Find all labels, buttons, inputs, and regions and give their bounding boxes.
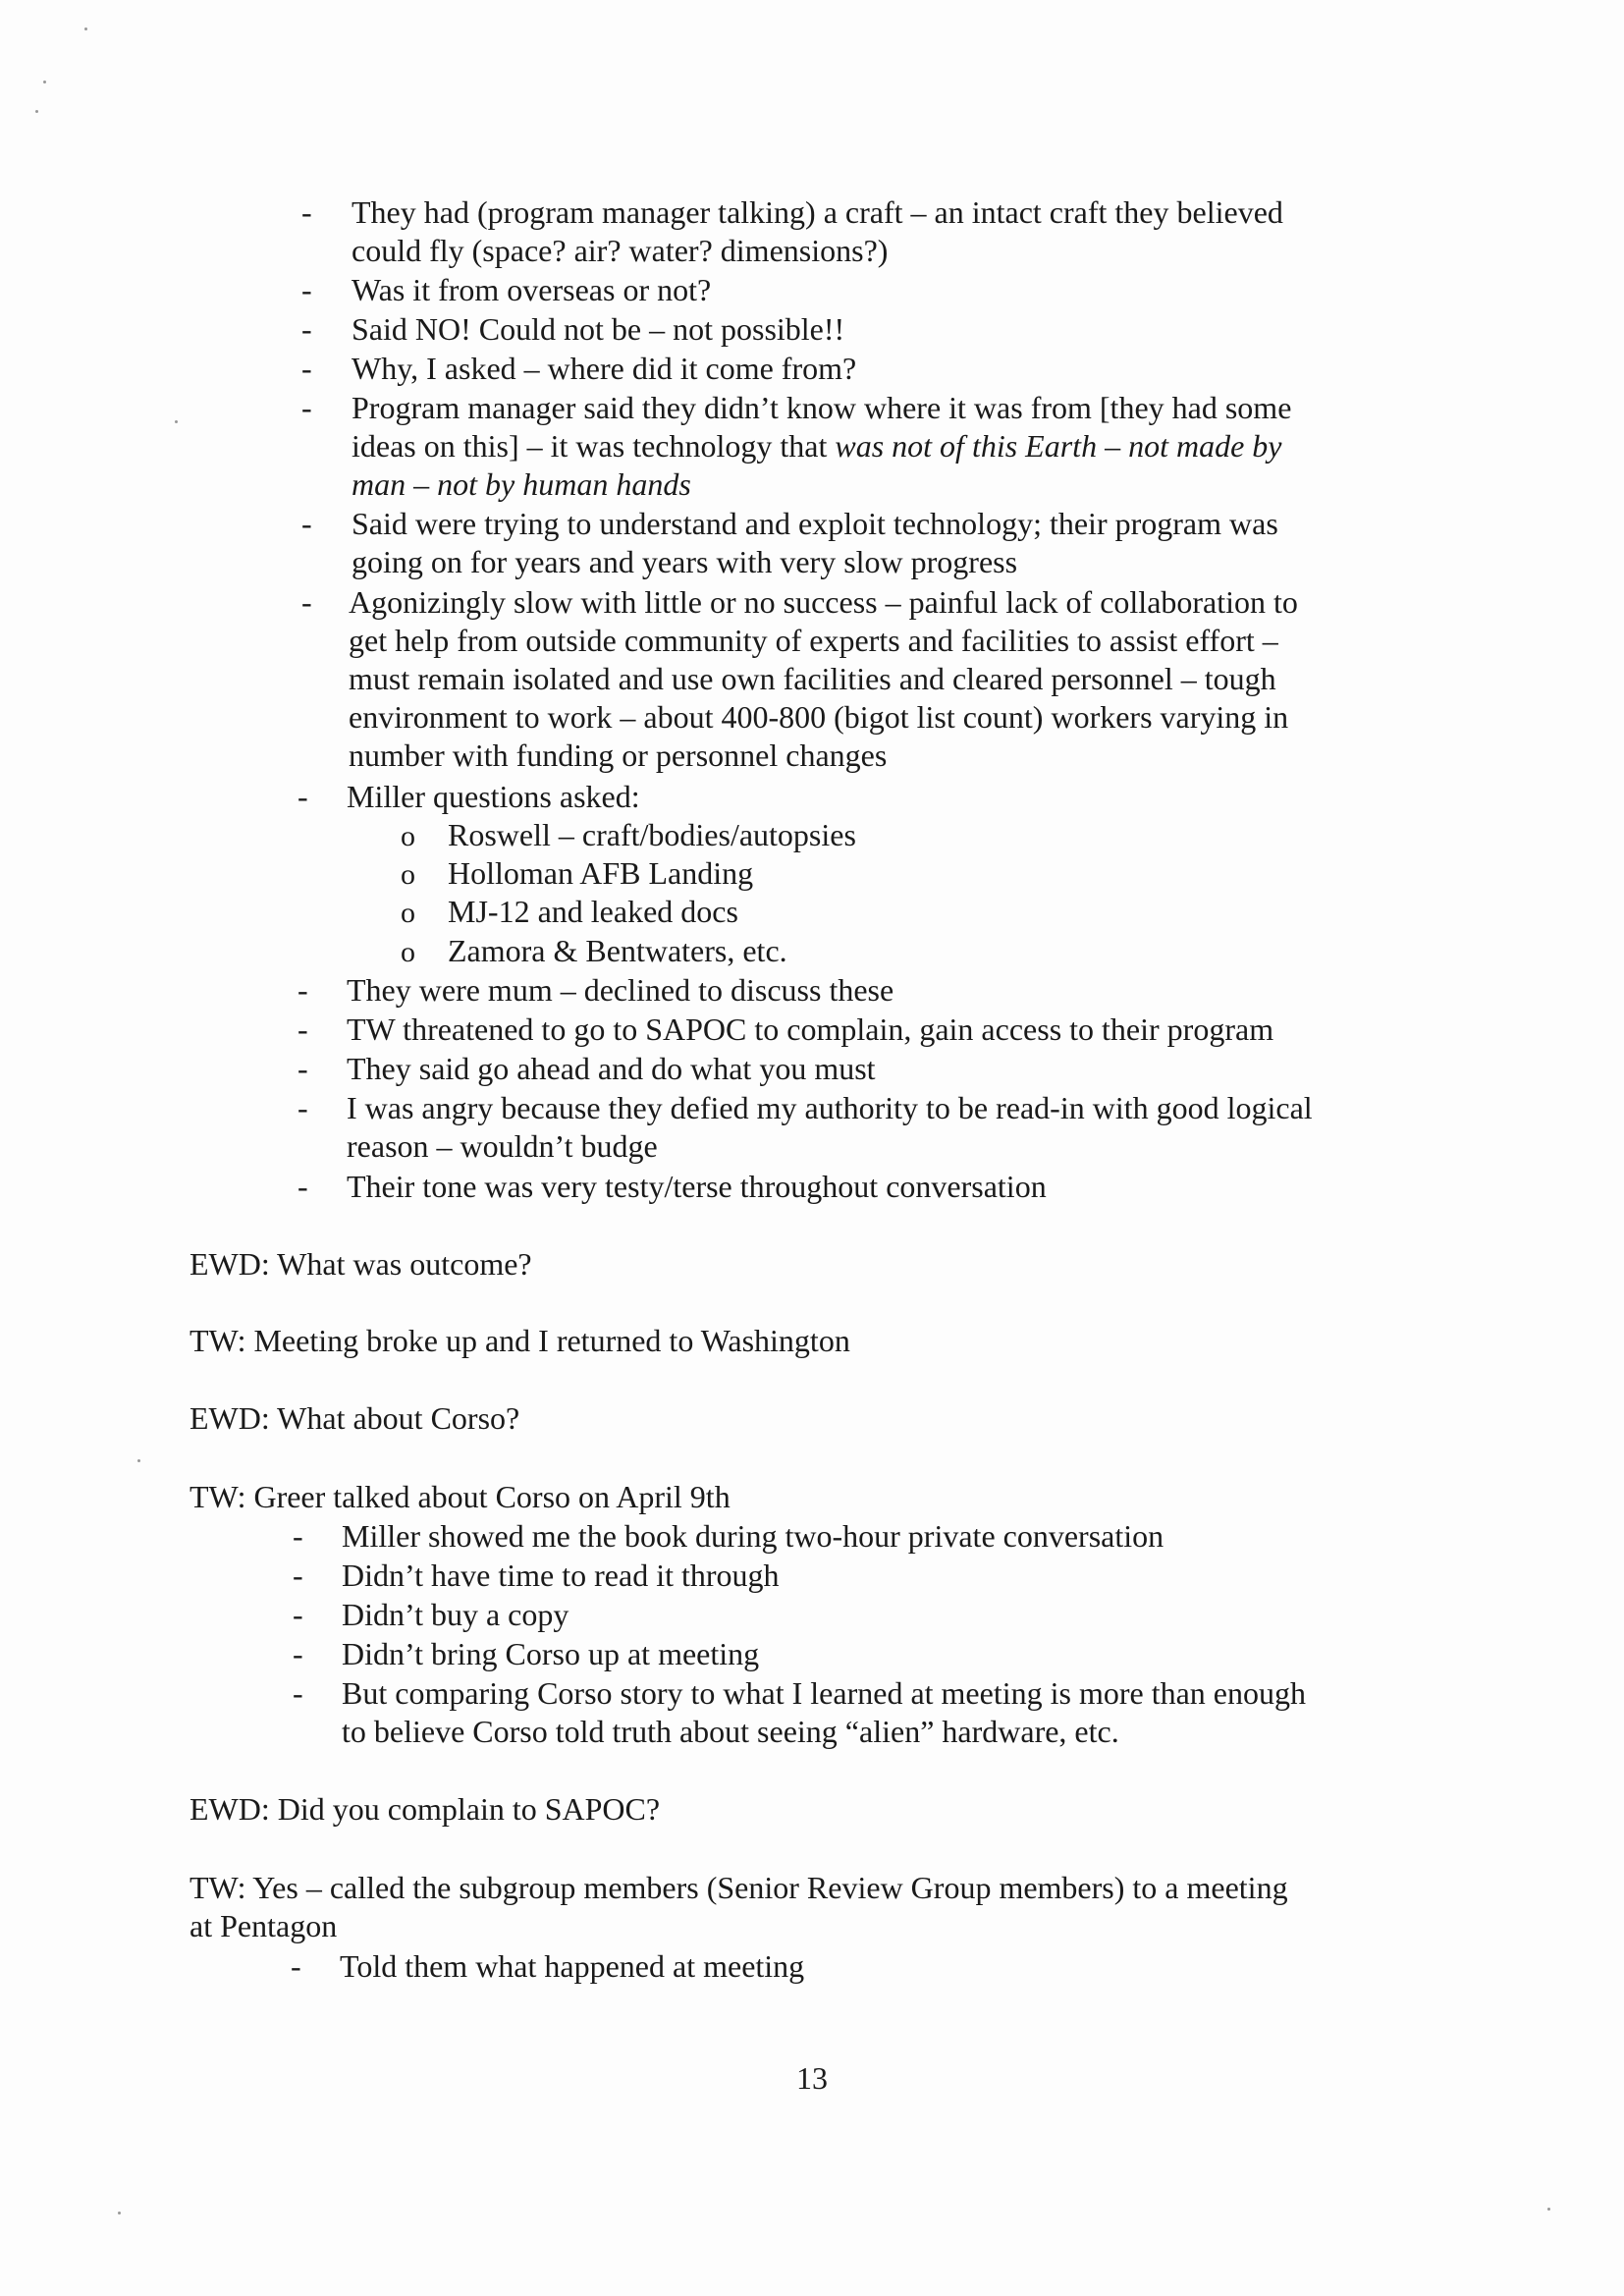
scan-speck xyxy=(43,81,46,83)
bullet-text: Agonizingly slow with little or no success – painful lack of collaboration to xyxy=(349,584,1298,620)
sub-bullet-text: Holloman AFB Landing xyxy=(448,855,754,891)
bullet-text: reason – wouldn’t budge xyxy=(347,1128,658,1164)
bullet-dash: - xyxy=(301,194,312,230)
bullet-text: Miller showed me the book during two-hour private conversation xyxy=(342,1518,1164,1554)
bullet-dash: - xyxy=(298,1051,308,1086)
interview-question: EWD: Did you complain to SAPOC? xyxy=(189,1791,661,1827)
bullet-text: could fly (space? air? water? dimensions?) xyxy=(352,233,889,268)
bullet-text: Was it from overseas or not? xyxy=(352,272,712,307)
bullet-text: Didn’t bring Corso up at meeting xyxy=(342,1636,760,1671)
sub-bullet-text: MJ-12 and leaked docs xyxy=(448,894,738,929)
bullet-dash: - xyxy=(293,1518,303,1554)
bullet-text: Said were trying to understand and exploit technology; their program was xyxy=(352,506,1278,541)
bullet-dash: - xyxy=(298,1011,308,1047)
interview-answer: TW: Greer talked about Corso on April 9th xyxy=(189,1479,731,1514)
sub-bullet-marker: o xyxy=(401,936,415,968)
bullet-dash: - xyxy=(291,1948,301,1984)
interview-answer: TW: Meeting broke up and I returned to Washington xyxy=(189,1323,850,1358)
bullet-text: Their tone was very testy/terse throughout conversation xyxy=(347,1169,1047,1204)
bullet-dash: - xyxy=(293,1675,303,1711)
bullet-text: They were mum – declined to discuss these xyxy=(347,972,894,1008)
bullet-dash: - xyxy=(298,972,308,1008)
scan-speck xyxy=(118,2212,121,2214)
bullet-dash: - xyxy=(301,351,312,386)
sub-bullet-text: Zamora & Bentwaters, etc. xyxy=(448,933,787,968)
bullet-text: going on for years and years with very slow progress xyxy=(352,544,1018,579)
bullet-text: Told them what happened at meeting xyxy=(340,1948,805,1984)
sub-bullet-marker: o xyxy=(401,897,415,929)
sub-bullet-marker: o xyxy=(401,820,415,852)
bullet-dash: - xyxy=(301,272,312,307)
bullet-text: Why, I asked – where did it come from? xyxy=(352,351,857,386)
bullet-text-italic: was not of this Earth – not made by xyxy=(835,428,1282,464)
bullet-text: Didn’t buy a copy xyxy=(342,1597,569,1632)
scan-speck xyxy=(175,420,178,423)
sub-bullet-text: Roswell – craft/bodies/autopsies xyxy=(448,817,856,852)
bullet-text: But comparing Corso story to what I learned at meeting is more than enough xyxy=(342,1675,1306,1711)
bullet-text-italic xyxy=(352,465,691,504)
bullet-dash: - xyxy=(298,1090,308,1125)
bullet-dash: - xyxy=(301,584,312,620)
bullet-dash: - xyxy=(293,1636,303,1671)
interview-question: EWD: What was outcome? xyxy=(189,1246,532,1282)
scan-speck xyxy=(1547,2208,1550,2211)
interview-answer: at Pentagon xyxy=(189,1908,338,1943)
bullet-text: Miller questions asked: xyxy=(347,779,640,814)
bullet-text: Said NO! Could not be – not possible!! xyxy=(352,311,845,347)
bullet-text: They had (program manager talking) a craft – an intact craft they believed xyxy=(352,194,1283,230)
scan-speck xyxy=(84,27,87,30)
bullet-dash: - xyxy=(298,779,308,814)
sub-bullet-marker: o xyxy=(401,858,415,891)
bullet-text: I was angry because they defied my authority to be read-in with good logical xyxy=(347,1090,1313,1125)
scan-speck xyxy=(35,110,38,113)
bullet-text-plain: ideas on this] – it was technology that xyxy=(352,428,828,464)
bullet-dash: - xyxy=(301,506,312,541)
page-number: 13 xyxy=(796,2060,828,2096)
bullet-text: They said go ahead and do what you must xyxy=(347,1051,876,1086)
bullet-text: Didn’t have time to read it through xyxy=(342,1558,780,1593)
bullet-text: to believe Corso told truth about seeing “alien” hardware, etc. xyxy=(342,1714,1119,1749)
bullet-dash: - xyxy=(293,1597,303,1632)
bullet-text: TW threatened to go to SAPOC to complain, gain access to their program xyxy=(347,1011,1274,1047)
bullet-text: number with funding or personnel changes xyxy=(349,738,888,773)
bullet-text xyxy=(352,427,1281,465)
bullet-text: Program manager said they didn’t know where it was from [they had some xyxy=(352,390,1292,425)
bullet-dash: - xyxy=(301,390,312,425)
italic-span: man – not by human hands xyxy=(352,466,691,502)
bullet-dash: - xyxy=(298,1169,308,1204)
bullet-text: must remain isolated and use own facilities and cleared personnel – tough xyxy=(349,661,1276,696)
bullet-text: environment to work – about 400-800 (bigot list count) workers varying in xyxy=(349,699,1289,735)
interview-answer: TW: Yes – called the subgroup members (Senior Review Group members) to a meeting xyxy=(189,1870,1288,1905)
scan-speck xyxy=(137,1459,140,1462)
bullet-text: get help from outside community of experts and facilities to assist effort – xyxy=(349,623,1278,658)
bullet-dash: - xyxy=(301,311,312,347)
interview-question: EWD: What about Corso? xyxy=(189,1400,520,1436)
bullet-dash: - xyxy=(293,1558,303,1593)
